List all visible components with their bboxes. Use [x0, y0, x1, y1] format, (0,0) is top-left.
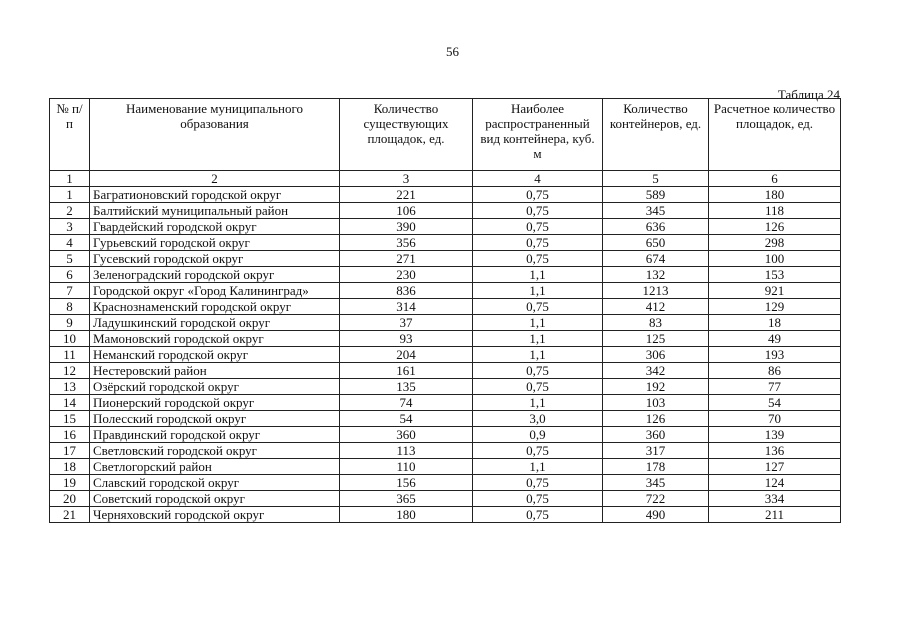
row-number-cell: 6 — [50, 267, 90, 283]
container-type-cell: 0,75 — [473, 507, 603, 523]
estimated-sites-cell: 180 — [709, 187, 841, 203]
header-row — [50, 99, 841, 171]
container-count-cell: 360 — [603, 427, 709, 443]
table-row — [50, 187, 841, 203]
row-number-cell: 19 — [50, 475, 90, 491]
municipality-cell: Озёрский городской округ — [90, 379, 340, 395]
table-row — [50, 427, 841, 443]
estimated-sites-cell: 139 — [709, 427, 841, 443]
row-number-cell: 14 — [50, 395, 90, 411]
container-type-cell: 0,75 — [473, 251, 603, 267]
container-type-cell: 1,1 — [473, 283, 603, 299]
existing-sites-cell: 230 — [340, 267, 473, 283]
data-table — [49, 98, 841, 523]
table-row — [50, 235, 841, 251]
estimated-sites-cell: 77 — [709, 379, 841, 395]
container-type-cell: 0,75 — [473, 299, 603, 315]
row-number-cell: 18 — [50, 459, 90, 475]
row-number-cell: 4 — [50, 235, 90, 251]
municipality-cell: Светлогорский район — [90, 459, 340, 475]
table-row — [50, 443, 841, 459]
existing-sites-cell: 390 — [340, 219, 473, 235]
municipality-cell: Нестеровский район — [90, 363, 340, 379]
table-row — [50, 363, 841, 379]
existing-sites-cell: 156 — [340, 475, 473, 491]
container-count-cell: 103 — [603, 395, 709, 411]
header-cell-container-type: Наиболее распространенный вид контейнера, куб. м — [473, 99, 603, 171]
page-number: 56 — [446, 44, 459, 59]
container-count-cell: 589 — [603, 187, 709, 203]
row-number-cell: 20 — [50, 491, 90, 507]
municipality-cell: Гусевский городской округ — [90, 251, 340, 267]
container-type-cell: 0,75 — [473, 203, 603, 219]
municipality-cell: Ладушкинский городской округ — [90, 315, 340, 331]
table-row — [50, 331, 841, 347]
estimated-sites-cell: 124 — [709, 475, 841, 491]
existing-sites-cell: 221 — [340, 187, 473, 203]
municipality-cell: Пионерский городской округ — [90, 395, 340, 411]
table-row — [50, 219, 841, 235]
container-count-cell: 674 — [603, 251, 709, 267]
container-type-cell: 0,75 — [473, 443, 603, 459]
table-row — [50, 507, 841, 523]
container-count-cell: 345 — [603, 203, 709, 219]
municipality-cell: Зеленоградский городской округ — [90, 267, 340, 283]
existing-sites-cell: 356 — [340, 235, 473, 251]
municipality-cell: Краснознаменский городской округ — [90, 299, 340, 315]
container-count-cell: 412 — [603, 299, 709, 315]
table-row — [50, 267, 841, 283]
column-index-cell: 2 — [90, 171, 340, 187]
table-row — [50, 203, 841, 219]
table-row — [50, 491, 841, 507]
row-number-cell: 16 — [50, 427, 90, 443]
row-number-cell: 9 — [50, 315, 90, 331]
municipality-cell: Гвардейский городской округ — [90, 219, 340, 235]
table-caption: Таблица 24 — [777, 87, 840, 102]
estimated-sites-cell: 193 — [709, 347, 841, 363]
container-count-cell: 342 — [603, 363, 709, 379]
container-type-cell: 1,1 — [473, 315, 603, 331]
row-number-cell: 21 — [50, 507, 90, 523]
estimated-sites-cell: 921 — [709, 283, 841, 299]
header-cell-number: № п/п — [50, 99, 90, 171]
municipality-cell: Полесский городской округ — [90, 411, 340, 427]
container-type-cell: 0,75 — [473, 363, 603, 379]
estimated-sites-cell: 18 — [709, 315, 841, 331]
existing-sites-cell: 110 — [340, 459, 473, 475]
estimated-sites-cell: 49 — [709, 331, 841, 347]
estimated-sites-cell: 86 — [709, 363, 841, 379]
existing-sites-cell: 106 — [340, 203, 473, 219]
container-count-cell: 83 — [603, 315, 709, 331]
row-number-cell: 7 — [50, 283, 90, 299]
estimated-sites-cell: 70 — [709, 411, 841, 427]
existing-sites-cell: 314 — [340, 299, 473, 315]
municipality-cell: Неманский городской округ — [90, 347, 340, 363]
row-number-cell: 8 — [50, 299, 90, 315]
municipality-cell: Городской округ «Город Калининград» — [90, 283, 340, 299]
container-count-cell: 132 — [603, 267, 709, 283]
container-count-cell: 125 — [603, 331, 709, 347]
existing-sites-cell: 113 — [340, 443, 473, 459]
table-row — [50, 379, 841, 395]
estimated-sites-cell: 54 — [709, 395, 841, 411]
column-index-cell: 6 — [709, 171, 841, 187]
container-count-cell: 345 — [603, 475, 709, 491]
column-index-cell: 5 — [603, 171, 709, 187]
estimated-sites-cell: 127 — [709, 459, 841, 475]
container-count-cell: 317 — [603, 443, 709, 459]
municipality-cell: Балтийский муниципальный район — [90, 203, 340, 219]
column-index-row — [50, 171, 841, 187]
municipality-cell: Черняховский городской округ — [90, 507, 340, 523]
existing-sites-cell: 161 — [340, 363, 473, 379]
estimated-sites-cell: 136 — [709, 443, 841, 459]
table-row — [50, 347, 841, 363]
column-index-cell: 3 — [340, 171, 473, 187]
municipality-cell: Багратионовский городской округ — [90, 187, 340, 203]
table-row — [50, 251, 841, 267]
row-number-cell: 15 — [50, 411, 90, 427]
row-number-cell: 1 — [50, 187, 90, 203]
estimated-sites-cell: 211 — [709, 507, 841, 523]
row-number-cell: 13 — [50, 379, 90, 395]
estimated-sites-cell: 126 — [709, 219, 841, 235]
existing-sites-cell: 93 — [340, 331, 473, 347]
container-count-cell: 490 — [603, 507, 709, 523]
existing-sites-cell: 360 — [340, 427, 473, 443]
container-type-cell: 0,75 — [473, 379, 603, 395]
existing-sites-cell: 836 — [340, 283, 473, 299]
table-row — [50, 411, 841, 427]
estimated-sites-cell: 298 — [709, 235, 841, 251]
header-cell-container-count: Количество контейнеров, ед. — [603, 99, 709, 171]
container-type-cell: 1,1 — [473, 459, 603, 475]
container-count-cell: 306 — [603, 347, 709, 363]
estimated-sites-cell: 129 — [709, 299, 841, 315]
container-type-cell: 1,1 — [473, 347, 603, 363]
container-type-cell: 0,75 — [473, 475, 603, 491]
container-type-cell: 1,1 — [473, 267, 603, 283]
container-type-cell: 0,75 — [473, 187, 603, 203]
container-type-cell: 1,1 — [473, 395, 603, 411]
container-type-cell: 0,75 — [473, 235, 603, 251]
row-number-cell: 2 — [50, 203, 90, 219]
existing-sites-cell: 204 — [340, 347, 473, 363]
estimated-sites-cell: 334 — [709, 491, 841, 507]
existing-sites-cell: 180 — [340, 507, 473, 523]
table-row — [50, 315, 841, 331]
row-number-cell: 3 — [50, 219, 90, 235]
estimated-sites-cell: 100 — [709, 251, 841, 267]
municipality-cell: Советский городской округ — [90, 491, 340, 507]
table-row — [50, 475, 841, 491]
existing-sites-cell: 54 — [340, 411, 473, 427]
container-count-cell: 192 — [603, 379, 709, 395]
table-row — [50, 283, 841, 299]
table-row — [50, 299, 841, 315]
header-cell-municipality: Наименование муниципального образования — [90, 99, 340, 171]
column-index-cell: 1 — [50, 171, 90, 187]
row-number-cell: 17 — [50, 443, 90, 459]
container-count-cell: 1213 — [603, 283, 709, 299]
municipality-cell: Правдинский городской округ — [90, 427, 340, 443]
container-type-cell: 3,0 — [473, 411, 603, 427]
table-row — [50, 459, 841, 475]
table-row — [50, 395, 841, 411]
municipality-cell: Мамоновский городской округ — [90, 331, 340, 347]
container-type-cell: 0,9 — [473, 427, 603, 443]
header-cell-existing-sites: Количество существующих площадок, ед. — [340, 99, 473, 171]
estimated-sites-cell: 153 — [709, 267, 841, 283]
municipality-cell: Гурьевский городской округ — [90, 235, 340, 251]
municipality-cell: Славский городской округ — [90, 475, 340, 491]
container-type-cell: 0,75 — [473, 491, 603, 507]
container-count-cell: 722 — [603, 491, 709, 507]
container-count-cell: 126 — [603, 411, 709, 427]
existing-sites-cell: 74 — [340, 395, 473, 411]
existing-sites-cell: 365 — [340, 491, 473, 507]
row-number-cell: 11 — [50, 347, 90, 363]
row-number-cell: 12 — [50, 363, 90, 379]
row-number-cell: 10 — [50, 331, 90, 347]
estimated-sites-cell: 118 — [709, 203, 841, 219]
container-type-cell: 0,75 — [473, 219, 603, 235]
row-number-cell: 5 — [50, 251, 90, 267]
municipality-cell: Светловский городской округ — [90, 443, 340, 459]
container-count-cell: 636 — [603, 219, 709, 235]
container-count-cell: 650 — [603, 235, 709, 251]
container-type-cell: 1,1 — [473, 331, 603, 347]
column-index-cell: 4 — [473, 171, 603, 187]
existing-sites-cell: 37 — [340, 315, 473, 331]
container-count-cell: 178 — [603, 459, 709, 475]
existing-sites-cell: 271 — [340, 251, 473, 267]
header-cell-estimated-sites: Расчетное количество площадок, ед. — [709, 99, 841, 171]
existing-sites-cell: 135 — [340, 379, 473, 395]
